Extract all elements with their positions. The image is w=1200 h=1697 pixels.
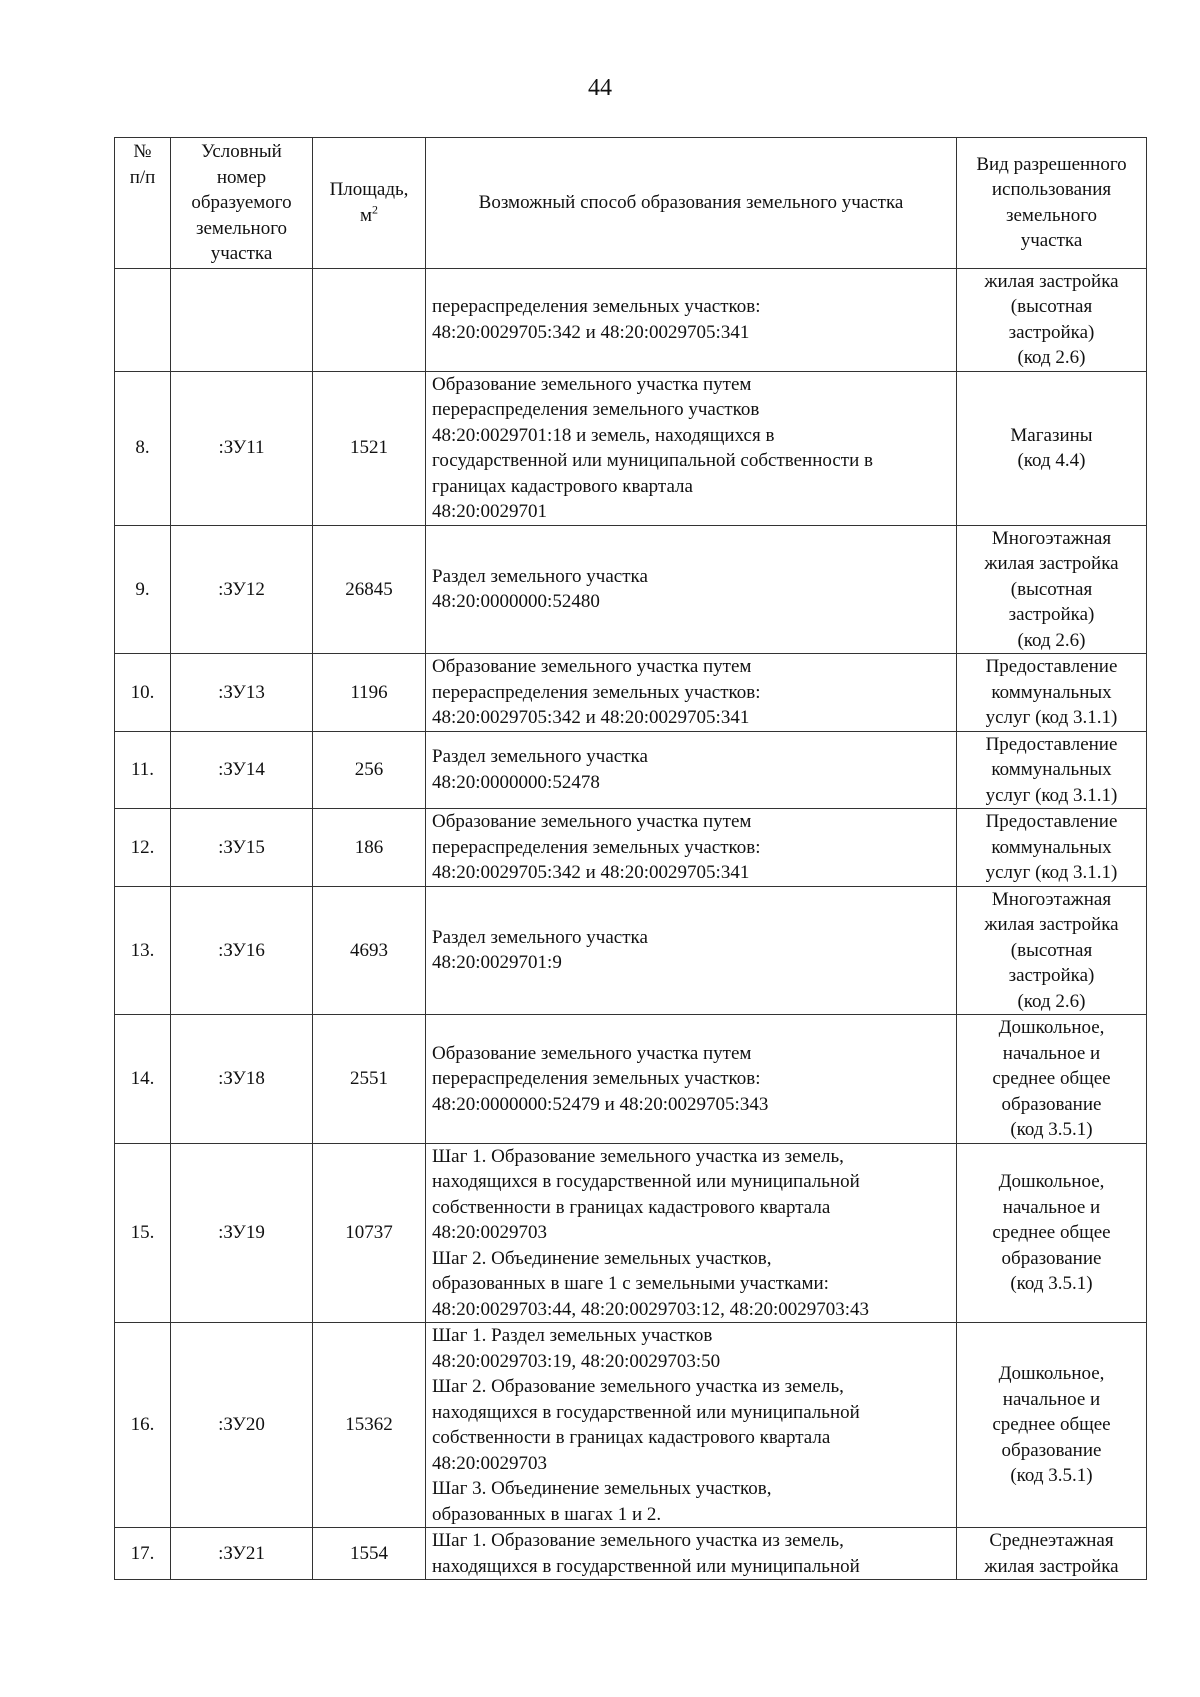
formation-method xyxy=(426,1323,957,1528)
plot-area: 26845 xyxy=(313,525,426,654)
header-use: Вид разрешенного использования земельного участка xyxy=(957,138,1147,269)
permitted-use-line: (высотная xyxy=(1010,578,1093,600)
permitted-use-line: Дошкольное, xyxy=(998,1017,1105,1038)
formation-method-line: Шаг 1. Образование земельного участка из земель, xyxy=(432,1145,844,1167)
table-row xyxy=(115,268,1147,371)
formation-method-line: Раздел земельного участка xyxy=(432,926,648,948)
formation-method-line: Шаг 3. Объединение земельных участков, xyxy=(432,1478,772,1499)
permitted-use-line: (код 3.5.1) xyxy=(1010,1273,1093,1294)
table-body xyxy=(115,268,1147,1580)
formation-method-line: 48:20:0000000:52478 xyxy=(432,771,600,793)
plot-area: 15362 xyxy=(313,1323,426,1528)
permitted-use xyxy=(957,1528,1147,1580)
permitted-use-line: среднее общее xyxy=(992,1222,1111,1243)
formation-method-line: перераспределения земельных участков: xyxy=(432,681,761,703)
formation-method xyxy=(426,525,957,654)
permitted-use-line: (код 4.4) xyxy=(1017,450,1086,471)
plot-area xyxy=(313,268,426,371)
formation-method-line: Образование земельного участка путем xyxy=(432,811,752,832)
formation-method xyxy=(426,1528,957,1580)
formation-method xyxy=(426,268,957,371)
permitted-use-line: коммунальных xyxy=(991,759,1112,780)
permitted-use-line: (высотная xyxy=(1010,939,1093,961)
permitted-use-line: услуг (код 3.1.1) xyxy=(985,707,1118,728)
header-code: Условный номер образуемого земельного участка xyxy=(171,138,313,269)
formation-method-line: перераспределения земельных участков: xyxy=(432,296,761,317)
table-row xyxy=(115,1015,1147,1144)
permitted-use xyxy=(957,654,1147,732)
formation-method-line: 48:20:0029701:18 и земель, находящихся в xyxy=(432,424,775,446)
row-number: 15. xyxy=(115,1143,171,1323)
table-row xyxy=(115,654,1147,732)
row-number: 10. xyxy=(115,654,171,732)
formation-method-line: находящихся в государственной или муниципальной xyxy=(432,1171,860,1192)
table-header-row xyxy=(115,138,1147,269)
row-number: 17. xyxy=(115,1528,171,1580)
permitted-use-line: Среднеэтажная xyxy=(989,1530,1114,1551)
formation-method-line: Образование земельного участка путем xyxy=(432,656,752,677)
row-number: 14. xyxy=(115,1015,171,1144)
row-number xyxy=(115,268,171,371)
permitted-use-line: застройка) xyxy=(1008,965,1095,986)
formation-method-line: перераспределения земельных участков: xyxy=(432,1068,761,1089)
plot-area: 10737 xyxy=(313,1143,426,1323)
permitted-use-line: застройка) xyxy=(1008,604,1095,625)
permitted-use-line: (код 2.6) xyxy=(1017,629,1086,651)
formation-method-line: государственной или муниципальной собственности в xyxy=(432,450,873,471)
formation-method-line: Раздел земельного участка xyxy=(432,565,648,587)
plot-area: 1521 xyxy=(313,371,426,525)
table-row xyxy=(115,886,1147,1015)
formation-method-line: 48:20:0029701 xyxy=(432,501,548,522)
permitted-use-line: (код 2.6) xyxy=(1017,990,1086,1012)
plot-code: :ЗУ15 xyxy=(171,809,313,887)
permitted-use xyxy=(957,371,1147,525)
permitted-use xyxy=(957,886,1147,1015)
permitted-use-line: образование xyxy=(1001,1439,1102,1461)
plot-area: 2551 xyxy=(313,1015,426,1144)
table-row xyxy=(115,1528,1147,1580)
permitted-use-line: Многоэтажная xyxy=(991,888,1112,910)
plot-code xyxy=(171,268,313,371)
permitted-use-line: (код 2.6) xyxy=(1017,347,1086,368)
permitted-use-line: Дошкольное, xyxy=(998,1171,1105,1192)
plot-code: :ЗУ11 xyxy=(171,371,313,525)
permitted-use-line: коммунальных xyxy=(991,681,1112,703)
page-number: 44 xyxy=(588,75,612,101)
permitted-use xyxy=(957,525,1147,654)
formation-method xyxy=(426,1143,957,1323)
plot-area: 186 xyxy=(313,809,426,887)
header-num: № п/п xyxy=(115,138,171,269)
formation-method-line: Раздел земельного участка xyxy=(432,746,648,768)
permitted-use-line: жилая застройка xyxy=(984,914,1119,935)
formation-method-line: Шаг 1. Раздел земельных участков xyxy=(432,1325,713,1346)
formation-method-line: границах кадастрового квартала xyxy=(432,475,693,497)
permitted-use-line: начальное и xyxy=(1002,1042,1101,1064)
permitted-use-line: образование xyxy=(1001,1247,1102,1269)
row-number: 13. xyxy=(115,886,171,1015)
permitted-use-line: услуг (код 3.1.1) xyxy=(985,784,1118,806)
permitted-use-line: услуг (код 3.1.1) xyxy=(985,862,1118,883)
table-row xyxy=(115,371,1147,525)
permitted-use-line: среднее общее xyxy=(992,1414,1111,1436)
plot-area: 1554 xyxy=(313,1528,426,1580)
formation-method-line: собственности в границах кадастрового квартала xyxy=(432,1196,831,1218)
permitted-use-line: (код 3.5.1) xyxy=(1010,1465,1093,1487)
formation-method-line: Образование земельного участка путем xyxy=(432,373,752,395)
plot-code: :ЗУ19 xyxy=(171,1143,313,1323)
row-number: 12. xyxy=(115,809,171,887)
permitted-use-line: образование xyxy=(1001,1093,1102,1115)
formation-method-line: 48:20:0000000:52479 и 48:20:0029705:343 xyxy=(432,1093,769,1115)
permitted-use-line: Предоставление xyxy=(985,733,1118,755)
formation-method-line: 48:20:0029703 xyxy=(432,1222,548,1243)
permitted-use-line: застройка) xyxy=(1008,321,1095,343)
plot-area: 256 xyxy=(313,731,426,809)
formation-method-line: 48:20:0029703 xyxy=(432,1452,548,1474)
formation-method-line: 48:20:0029701:9 xyxy=(432,952,562,974)
permitted-use-line: Многоэтажная xyxy=(991,527,1112,549)
formation-method-line: Шаг 2. Образование земельного участка из земель, xyxy=(432,1376,844,1397)
formation-method-line: 48:20:0029703:19, 48:20:0029703:50 xyxy=(432,1350,721,1372)
table-row xyxy=(115,1143,1147,1323)
plot-area: 4693 xyxy=(313,886,426,1015)
header-area: Площадь, $м^2$ xyxy=(313,138,426,269)
formation-method-line: перераспределения земельного участков xyxy=(432,399,760,420)
permitted-use xyxy=(957,1323,1147,1528)
formation-method xyxy=(426,886,957,1015)
permitted-use xyxy=(957,1015,1147,1144)
formation-method-line: 48:20:0029705:342 и 48:20:0029705:341 xyxy=(432,321,750,343)
formation-method xyxy=(426,1015,957,1144)
formation-method-line: находящихся в государственной или муниципальной xyxy=(432,1401,860,1423)
formation-method-line: образованных в шагах 1 и 2. xyxy=(432,1503,662,1525)
table-row xyxy=(115,809,1147,887)
permitted-use-line: Предоставление xyxy=(985,811,1118,832)
permitted-use-line: начальное и xyxy=(1002,1196,1101,1218)
permitted-use-line: начальное и xyxy=(1002,1388,1101,1410)
formation-method-line: 48:20:0029705:342 и 48:20:0029705:341 xyxy=(432,707,750,728)
permitted-use-line: среднее общее xyxy=(992,1068,1111,1089)
permitted-use-line: (высотная xyxy=(1010,296,1093,317)
plot-code: :ЗУ14 xyxy=(171,731,313,809)
permitted-use-line: жилая застройка xyxy=(984,553,1119,574)
formation-method-line: 48:20:0029705:342 и 48:20:0029705:341 xyxy=(432,862,750,883)
plot-code: :ЗУ12 xyxy=(171,525,313,654)
land-plots-table xyxy=(114,137,1147,1580)
formation-method-line: Шаг 2. Объединение земельных участков, xyxy=(432,1247,772,1269)
permitted-use-line: коммунальных xyxy=(991,836,1112,858)
permitted-use-line: жилая застройка xyxy=(984,270,1119,292)
formation-method-line: собственности в границах кадастрового квартала xyxy=(432,1427,831,1448)
plot-code: :ЗУ21 xyxy=(171,1528,313,1580)
row-number: 8. xyxy=(115,371,171,525)
permitted-use-line: жилая застройка xyxy=(984,1555,1119,1577)
plot-area: 1196 xyxy=(313,654,426,732)
table-row xyxy=(115,1323,1147,1528)
header-method: Возможный способ образования земельного участка xyxy=(426,138,957,269)
permitted-use xyxy=(957,809,1147,887)
permitted-use-line: Предоставление xyxy=(985,656,1118,677)
permitted-use-line: Дошкольное, xyxy=(998,1363,1105,1385)
permitted-use xyxy=(957,268,1147,371)
formation-method xyxy=(426,809,957,887)
formation-method xyxy=(426,371,957,525)
plot-code: :ЗУ16 xyxy=(171,886,313,1015)
plot-code: :ЗУ20 xyxy=(171,1323,313,1528)
row-number: 11. xyxy=(115,731,171,809)
formation-method xyxy=(426,731,957,809)
formation-method-line: находящихся в государственной или муниципальной xyxy=(432,1555,860,1577)
permitted-use-line: (код 3.5.1) xyxy=(1010,1119,1093,1140)
row-number: 16. xyxy=(115,1323,171,1528)
row-number: 9. xyxy=(115,525,171,654)
permitted-use xyxy=(957,731,1147,809)
permitted-use-line: Магазины xyxy=(1010,424,1093,446)
formation-method-line: Образование земельного участка путем xyxy=(432,1042,752,1064)
plot-code: :ЗУ13 xyxy=(171,654,313,732)
formation-method-line: 48:20:0029703:44, 48:20:0029703:12, 48:20:0029703:43 xyxy=(432,1298,870,1320)
table-row xyxy=(115,525,1147,654)
formation-method-line: Шаг 1. Образование земельного участка из земель, xyxy=(432,1530,844,1551)
table-row xyxy=(115,731,1147,809)
formation-method-line: перераспределения земельных участков: xyxy=(432,836,761,858)
permitted-use xyxy=(957,1143,1147,1323)
formation-method-line: 48:20:0000000:52480 xyxy=(432,591,600,613)
formation-method xyxy=(426,654,957,732)
plot-code: :ЗУ18 xyxy=(171,1015,313,1144)
formation-method-line: образованных в шаге 1 с земельными участками: xyxy=(432,1273,829,1294)
